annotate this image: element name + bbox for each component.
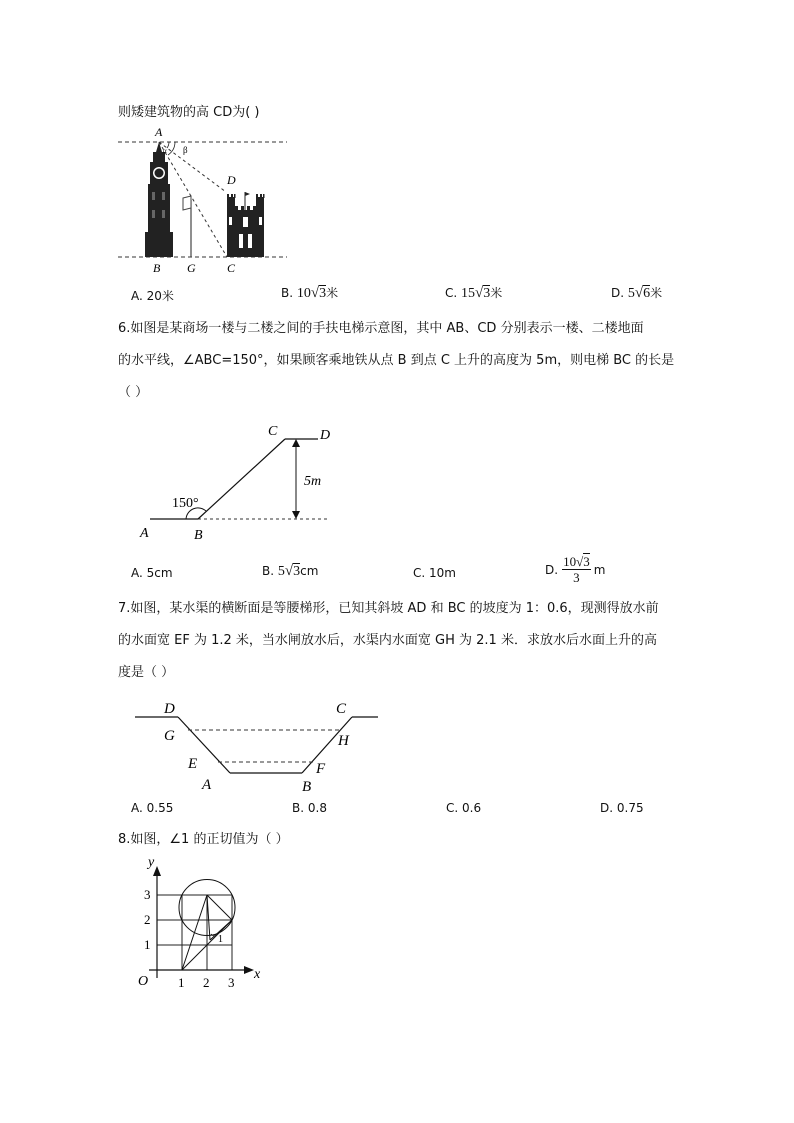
tick-y3: 3 (144, 887, 151, 902)
q6-stem-line1: 6.如图是某商场一楼与二楼之间的手扶电梯示意图，其中 AB、CD 分别表示一楼、二楼地面 (118, 321, 644, 336)
q7-option-c[interactable]: C. 0.6 (446, 801, 482, 815)
label-angle: 150° (172, 496, 199, 511)
q7-option-d[interactable]: D. 0.75 (600, 801, 644, 815)
q6-option-d[interactable]: D. 10√3 3 m (545, 554, 606, 585)
q7-option-a[interactable]: A. 0.55 (131, 801, 174, 815)
q8-stem: 8.如图，∠1 的正切值为（ ） (118, 832, 289, 847)
label-y: y (148, 855, 155, 870)
label-b: B (302, 779, 312, 795)
q6-option-a[interactable]: A. 5cm (131, 566, 173, 580)
sqrt-symbol: √ (284, 563, 294, 579)
sqrt-symbol: √ (634, 285, 644, 301)
q7-figure (130, 697, 390, 797)
label-a: A (202, 777, 212, 793)
tick-y1: 1 (144, 937, 151, 952)
q5-option-d[interactable]: D. 5√6米 (611, 285, 663, 301)
label-g: G (187, 261, 196, 275)
x-axis-arrow-icon (244, 966, 254, 974)
arrow-up-icon (292, 439, 300, 447)
q6-stem-line2: 的水平线，∠ABC=150°，如果顾客乘地铁从点 B 到点 C 上升的高度为 5m，则电梯 BC 的长是 (118, 353, 675, 368)
fraction: 10√3 3 (563, 554, 590, 585)
angle-alpha-arc (167, 142, 169, 148)
q6-option-b[interactable]: B. 5√3cm (262, 563, 319, 579)
q5-option-a[interactable]: A. 20米 (131, 289, 174, 303)
label-h: H (338, 733, 349, 749)
tick-y2: 2 (144, 912, 151, 927)
label-c: C (268, 424, 278, 439)
arrow-down-icon (292, 511, 300, 519)
label-f: F (316, 761, 326, 777)
label-alpha: α (163, 147, 167, 155)
label-e: E (188, 756, 198, 772)
sqrt-symbol: √ (475, 285, 484, 301)
label-g: G (164, 728, 175, 744)
q6-stem-line3: （ ） (118, 385, 149, 400)
sqrt-symbol: √ (576, 554, 584, 569)
q7-stem-line1: 7.如图，某水渠的横断面是等腰梯形，已知其斜坡 AD 和 BC 的坡度为 1：0.6，现测得放水前 (118, 601, 659, 616)
q6-option-c[interactable]: C. 10m (413, 566, 456, 580)
q5-option-c[interactable]: C. 15√3米 (445, 285, 503, 301)
q5-stem: 则矮建筑物的高 CD为( ) (118, 105, 260, 120)
chord-line-1 (182, 895, 207, 970)
q6-figure (130, 415, 350, 545)
q7-stem-line3: 度是（ ） (118, 665, 175, 680)
label-x: x (254, 967, 261, 982)
tick-x3: 3 (228, 975, 235, 990)
label-angle-1: 1 (218, 934, 223, 945)
flag-icon (183, 196, 191, 257)
chord-line-3 (207, 895, 232, 920)
label-height: 5m (304, 474, 322, 489)
q7-option-b[interactable]: B. 0.8 (292, 801, 327, 815)
tick-x1: 1 (178, 975, 185, 990)
label-d: D (227, 173, 236, 187)
q5-option-b[interactable]: B. 10√3米 (281, 285, 339, 301)
label-c: C (336, 701, 347, 717)
label-d: D (164, 701, 175, 717)
castle-icon (227, 192, 265, 257)
label-beta: β (183, 145, 188, 155)
label-o: O (138, 974, 149, 989)
label-d: D (320, 428, 331, 443)
escalator-bc (198, 439, 285, 519)
slope-ad (178, 717, 230, 773)
sqrt-symbol: √ (310, 285, 320, 301)
label-a: A (155, 125, 163, 139)
q8-figure (134, 850, 274, 992)
q5-figure (115, 122, 295, 277)
label-b: B (153, 261, 161, 275)
label-a: A (140, 526, 149, 541)
label-c: C (227, 261, 236, 275)
tick-x2: 2 (203, 975, 210, 990)
q7-stem-line2: 的水面宽 EF 为 1.2 米，当水闸放水后，水渠内水面宽 GH 为 2.1 米．求放水后水面上升的高 (118, 633, 657, 648)
label-b: B (194, 528, 203, 543)
